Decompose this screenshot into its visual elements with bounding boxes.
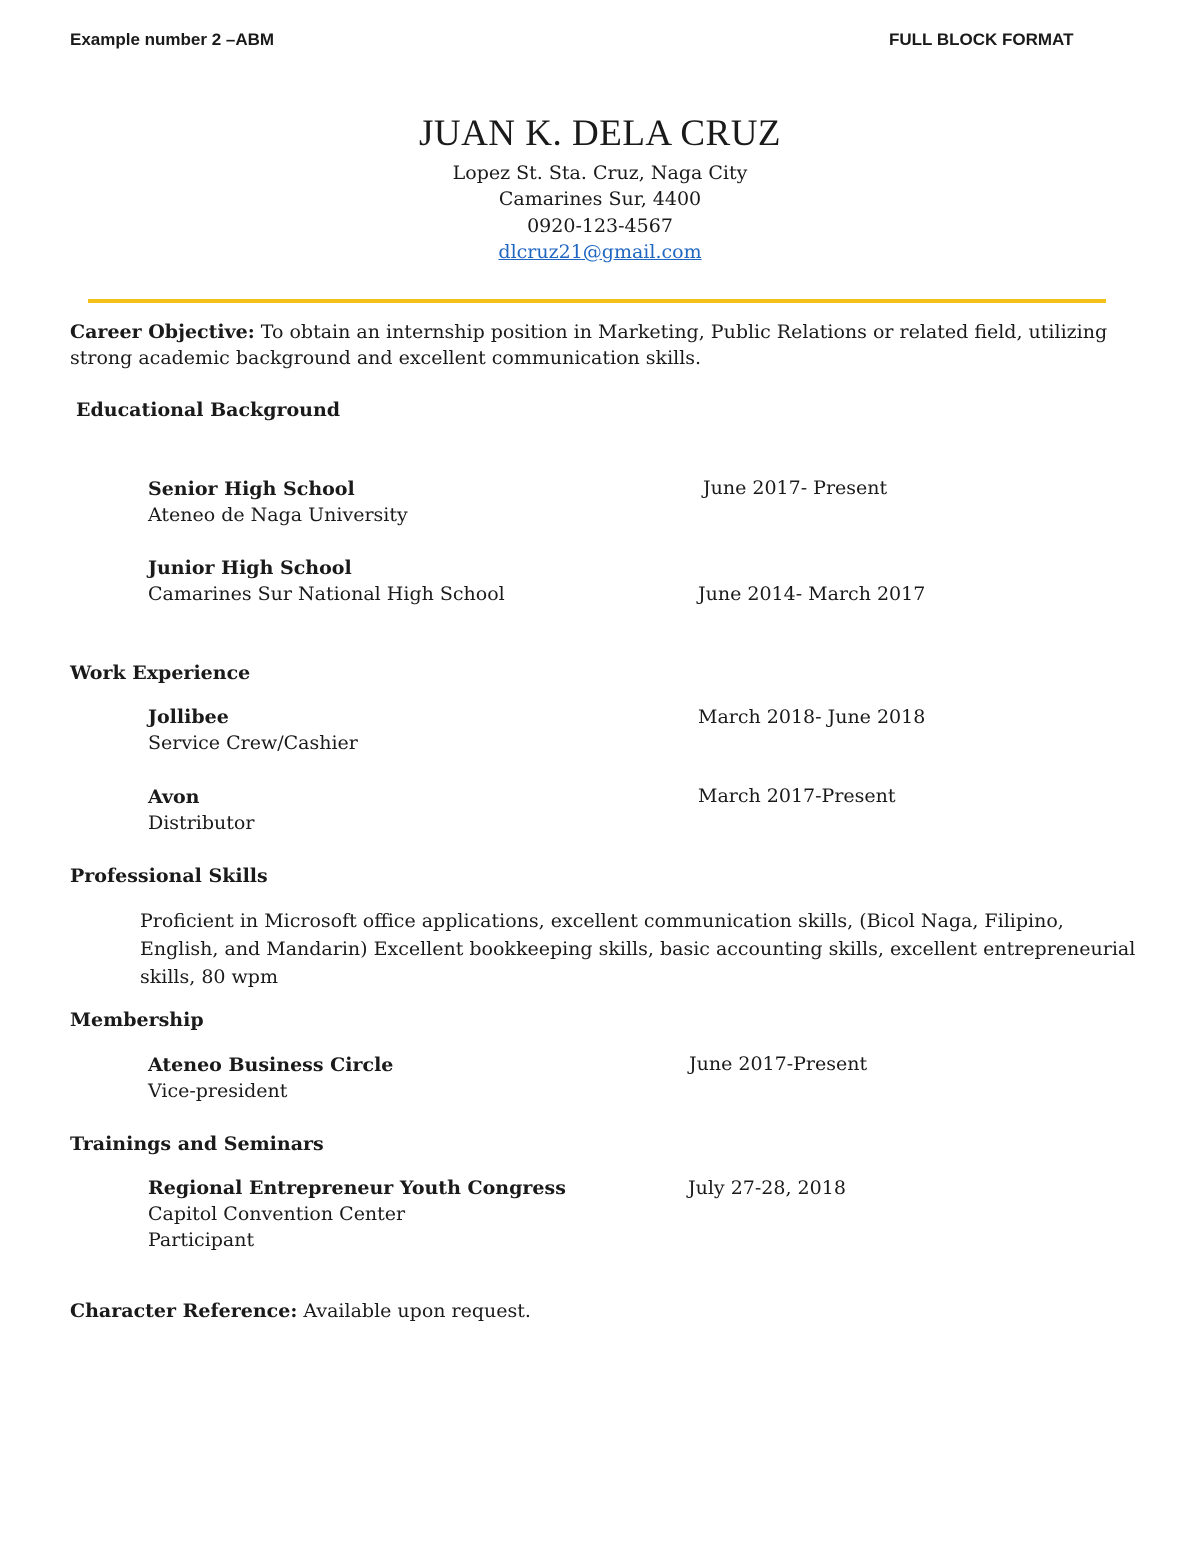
- work-role: Service Crew/Cashier: [148, 732, 358, 754]
- work-date: March 2017-Present: [698, 785, 896, 807]
- work-role: Distributor: [148, 812, 255, 834]
- character-reference-label: Character Reference:: [70, 1300, 298, 1322]
- membership-date: June 2017-Present: [689, 1053, 868, 1075]
- character-reference-text: Available upon request.: [303, 1300, 531, 1322]
- address-line-1: Lopez St. Sta. Cruz, Naga City: [452, 162, 748, 184]
- career-objective-text: To obtain an internship position in Marketing, Public Relations or related field, utilizing strong academic background and excellent communication skills.: [70, 321, 1108, 369]
- work-heading: Work Experience: [70, 662, 251, 684]
- education-date: June 2017- Present: [703, 477, 888, 499]
- character-reference: [70, 1300, 531, 1322]
- divider-rule: [88, 299, 1106, 303]
- membership-org: Ateneo Business Circle: [148, 1054, 394, 1076]
- work-employer: Avon: [148, 786, 200, 808]
- career-objective-label: Career Objective:: [70, 321, 255, 343]
- career-objective: [70, 319, 1130, 371]
- education-school: Ateneo de Naga University: [148, 504, 408, 526]
- email-row: [0, 241, 1200, 263]
- training-venue: Capitol Convention Center: [148, 1203, 406, 1225]
- header-right: FULL BLOCK FORMAT: [889, 30, 1074, 49]
- work-employer: Jollibee: [148, 706, 229, 728]
- header-left: Example number 2 –ABM: [70, 30, 275, 49]
- applicant-name: JUAN K. DELA CRUZ: [418, 113, 782, 154]
- skills-text: Proficient in Microsoft office applications, excellent communication skills, (Bicol Naga, Filipino, English, and Mandarin) Excellent bookkeeping skills, basic accounting skills, excellent entrepreneurial skills, 80 wpm: [140, 910, 1136, 988]
- training-title: Regional Entrepreneur Youth Congress: [148, 1177, 566, 1199]
- education-school: Camarines Sur National High School: [148, 583, 505, 605]
- membership-role: Vice-president: [148, 1080, 288, 1102]
- trainings-heading: Trainings and Seminars: [70, 1133, 324, 1155]
- email-link[interactable]: dlcruz21@gmail.com: [498, 241, 702, 263]
- work-date: March 2018- June 2018: [698, 706, 926, 728]
- education-title: Junior High School: [148, 557, 352, 579]
- membership-heading: Membership: [70, 1009, 204, 1031]
- training-date: July 27-28, 2018: [688, 1177, 846, 1199]
- training-role: Participant: [148, 1229, 255, 1251]
- education-title: Senior High School: [148, 478, 355, 500]
- skills-heading: Professional Skills: [70, 865, 268, 887]
- phone-number: 0920-123-4567: [527, 215, 673, 237]
- education-date: June 2014- March 2017: [698, 583, 926, 605]
- education-heading: Educational Background: [76, 399, 341, 421]
- address-line-2: Camarines Sur, 4400: [498, 188, 702, 210]
